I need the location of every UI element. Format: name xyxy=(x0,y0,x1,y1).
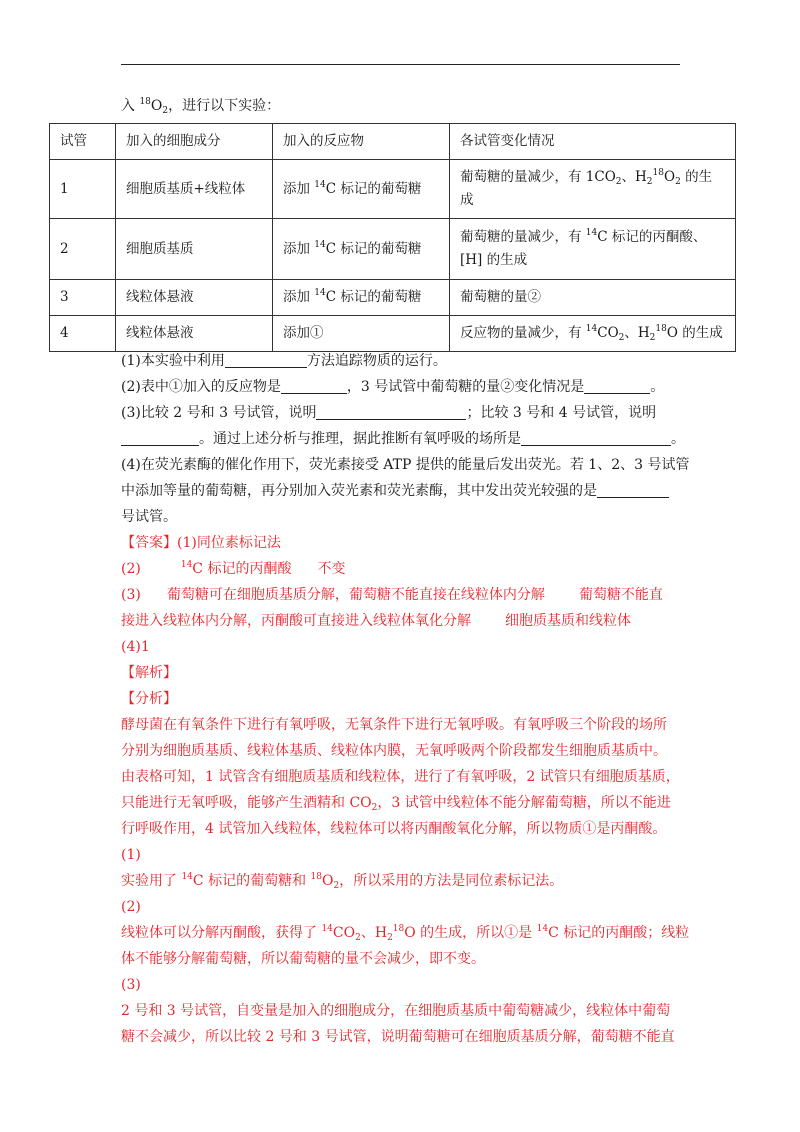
experiment-table xyxy=(49,123,736,352)
cell-component: 细胞质基质+线粒体 xyxy=(116,160,273,219)
section-1-text: 实验用了 $^{14}$C 标记的葡萄糖和 $^{18}O_2$，所以采用的方法是同位素标记法。 xyxy=(121,872,564,891)
answer-2: (2) $^{14}$C 标记的丙酮酸 不变 xyxy=(121,560,346,577)
cell-component: 线粒体悬液 xyxy=(116,316,273,352)
header-component: 加入的细胞成分 xyxy=(116,124,273,160)
analysis-line: 只能进行无氧呼吸，能够产生酒精和 $CO_2$，3 试管中线粒体不能分解葡萄糖，所以不能进 xyxy=(121,795,671,813)
answer-4: (4)1 xyxy=(121,639,150,655)
answer-blank xyxy=(584,377,650,394)
answer-blank xyxy=(521,429,671,446)
section-1-label: (1) xyxy=(121,847,141,863)
question-and-answer xyxy=(121,348,690,1050)
answer-3-line-2: 接进入线粒体内分解，丙酮酸可直接进入线粒体氧化分解 细胞质基质和线粒体 xyxy=(121,613,631,629)
cell-reactant: 添加① xyxy=(273,316,450,352)
cell-reactant: 添加 $^{14}$C 标记的葡萄糖 xyxy=(273,280,450,316)
section-2-text: 线粒体可以分解丙酮酸，获得了 $^{14}CO_2$、$H_2^{18}O$ 的生成，所以①是 $^{14}$C 标记的丙酮酸；线粒 xyxy=(121,924,690,943)
analysis-line: 酵母菌在有氧条件下进行有氧呼吸，无氧条件下进行无氧呼吸。有氧呼吸三个阶段的场所 xyxy=(121,717,667,733)
analysis-line: 由表格可知，1 试管含有细胞质基质和线粒体，进行了有氧呼吸，2 试管只有细胞质基质， xyxy=(121,769,680,785)
fenxi-label: 【分析】 xyxy=(121,691,177,707)
answer-blank xyxy=(281,377,347,394)
answer-3-line-1: (3) 葡萄糖可在细胞质基质分解，葡萄糖不能直接在线粒体内分解 葡萄糖不能直 xyxy=(121,587,663,603)
cell-change: 葡萄糖的量减少，有 $^{14}$C 标记的丙酮酸、[H] 的生成 xyxy=(450,219,736,280)
cell-change: 葡萄糖的量② xyxy=(450,280,736,316)
question-4-line-2: 中添加等量的葡萄糖，再分别加入荧光素和荧光素酶，其中发出荧光较强的是 xyxy=(121,478,686,504)
section-3-text: 2 号和 3 号试管，自变量是加入的细胞成分，在细胞质基质中葡萄糖减少，线粒体中葡萄 xyxy=(121,1003,671,1019)
table-row xyxy=(50,280,736,316)
table-row xyxy=(50,160,736,219)
question-3-line-1: (3)比较 2 号和 3 号试管，说明 ；比较 3 号和 4 号试管，说明 xyxy=(121,405,657,421)
header-rule xyxy=(121,64,680,65)
cell-tube: 1 xyxy=(50,160,116,219)
question-4-line-3: 号试管。 xyxy=(121,509,177,525)
cell-reactant: 添加 $^{14}$C 标记的葡萄糖 xyxy=(273,219,450,280)
question-1: (1)本实验中利用 方法追踪物质的运行。 xyxy=(121,353,447,369)
cell-reactant: 添加 $^{14}$C 标记的葡萄糖 xyxy=(273,160,450,219)
answer-blank xyxy=(597,481,669,498)
cell-component: 线粒体悬液 xyxy=(116,280,273,316)
cell-change: 反应物的量减少，有 $^{14}CO_2$、$H_2^{18}O$ 的生成 xyxy=(450,316,736,352)
header-reactant: 加入的反应物 xyxy=(273,124,450,160)
question-4-line-1: (4)在荧光素酶的催化作用下，荧光素接受 ATP 提供的能量后发出荧光。若 1、2、3 号试管 xyxy=(121,457,690,473)
table-row xyxy=(50,316,736,352)
analysis-line: 行呼吸作用，4 试管加入线粒体，线粒体可以将丙酮酸氧化分解，所以物质①是丙酮酸。 xyxy=(121,821,667,837)
cell-change: 葡萄糖的量减少，有 $1CO_2$、$H_2^{18}O_2$ 的生成 xyxy=(450,160,736,219)
question-2: (2)表中①加入的反应物是 ，3 号试管中葡萄糖的量②变化情况是 。 xyxy=(121,379,665,395)
header-change: 各试管变化情况 xyxy=(450,124,736,160)
question-3-line-2: 。通过上述分析与推理，据此推断有氧呼吸的场所是 。 xyxy=(121,426,686,452)
analysis-line: 分别为细胞质基质、线粒体基质、线粒体内膜，无氧呼吸两个阶段都发生细胞质基质中。 xyxy=(121,743,667,759)
cell-tube: 3 xyxy=(50,280,116,316)
section-2-label: (2) xyxy=(121,899,141,915)
table-header-row xyxy=(50,124,736,160)
table-row xyxy=(50,219,736,280)
cell-tube: 4 xyxy=(50,316,116,352)
analysis-label: 【解析】 xyxy=(121,665,177,681)
section-2-text: 体不能够分解葡萄糖，所以葡萄糖的量不会减少，即不变。 xyxy=(121,951,485,967)
section-3-text: 糖不会减少，所以比较 2 号和 3 号试管，说明葡萄糖可在细胞质基质分解，葡萄糖不能直 xyxy=(121,1029,675,1045)
answer-blank xyxy=(225,351,307,368)
intro-text: 入 $^{18}O_2$，进行以下实验： xyxy=(121,97,281,116)
cell-tube: 2 xyxy=(50,219,116,280)
answer-blank xyxy=(316,403,466,420)
header-tube: 试管 xyxy=(50,124,116,160)
section-3-label: (3) xyxy=(121,977,141,993)
answer-label-line: 【答案】(1)同位素标记法 xyxy=(121,535,281,551)
cell-component: 细胞质基质 xyxy=(116,219,273,280)
answer-blank xyxy=(121,429,199,446)
